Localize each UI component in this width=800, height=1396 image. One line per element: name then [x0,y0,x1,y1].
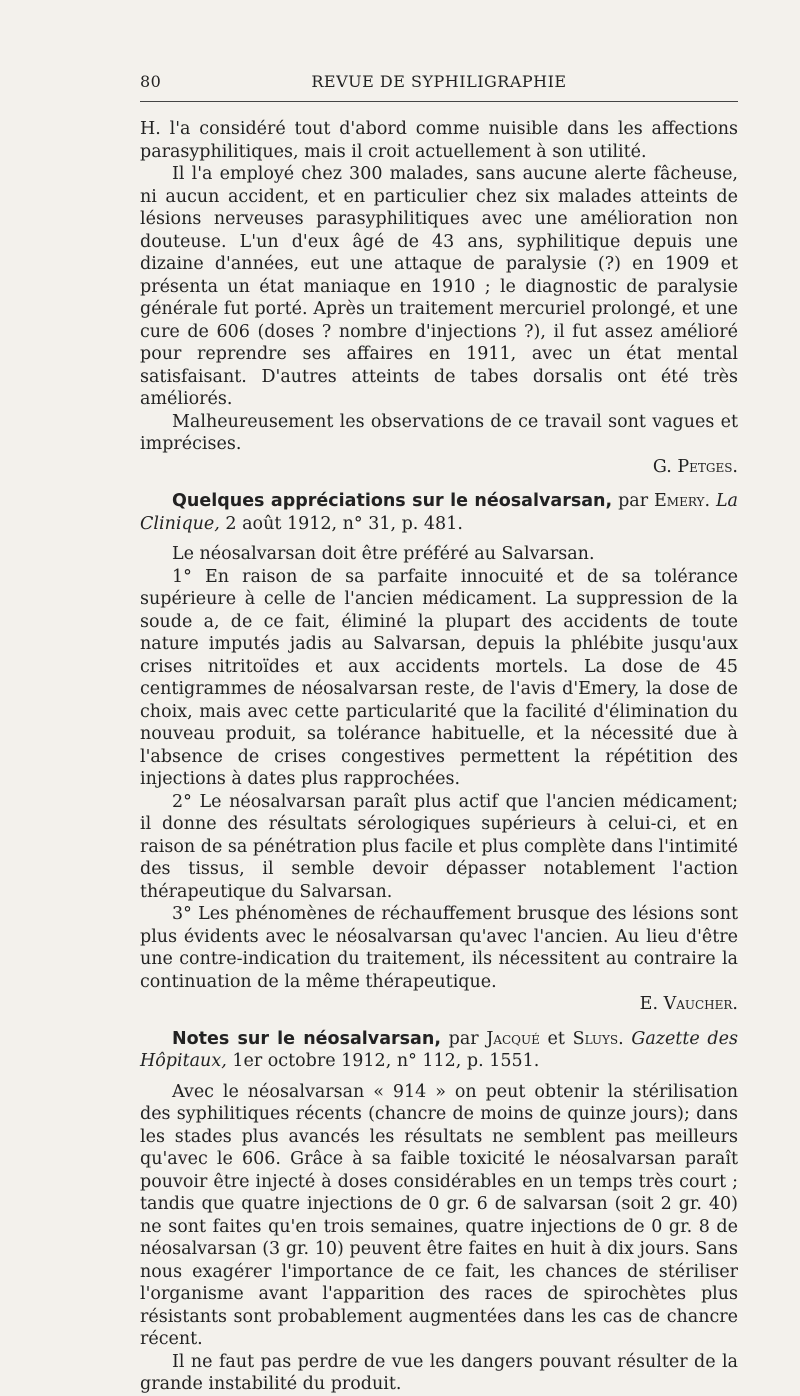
signature-vaucher: E. Vaucher. [639,994,738,1014]
article1-paragraph-3: 2° Le néosalvarsan paraît plus actif que l'ancien médicament; il donne des résultats sérologiques supérieurs à celui-ci, et en raison de sa pénétration plus facile et plus complète dans l'intimité des tissus, il semble devoir dépasser notablement l'action thérapeutique du Salvarsan. [140,791,738,902]
article-date: 1er octobre 1912, n° 112, p. 1551. [232,1051,540,1071]
article-date: 2 août 1912, n° 31, p. 481. [225,513,463,534]
header-rule [140,101,738,102]
article-title: Quelques appréciations sur le néosalvarsan, [172,491,613,511]
continuation-paragraph-3: Malheureusement les observations de ce travail sont vagues et imprécises. [140,411,738,454]
continuation-paragraph-2: Il l'a employé chez 300 malades, sans aucune alerte fâcheuse, ni aucun accident, et en particulier chez six malades atteints de lésions nerveuses parasyphilitiques avec une amélioration non douteuse. L'un d'eux âgé de 43 ans, syphilitique depuis une dizaine d'années, eut une attaque de paralysie (?) en 1909 et présenta un état maniaque en 1910 ; le diagnostic de paralysie générale fut porté. Après un traitement mercuriel prolongé, et une cure de 606 (doses ? nombre d'injections ?), il fut assez amélioré pour reprendre ses affaires en 1911, avec un état mental satisfaisant. D'autres atteints de tabes dorsalis ont été très améliorés. [140,164,738,409]
article-heading-emery: Quelques appréciations sur le néosalvarsan, par Emery. La Clinique, 2 août 1912, n° 31, p. 481. [140,491,738,534]
signature-petges: G. Petges. [652,456,738,477]
running-header [140,72,738,97]
article-author: Sluys. [572,1028,624,1049]
article1-paragraph-1: Le néosalvarsan doit être préféré au Salvarsan. [172,544,595,564]
article2-paragraph-2: Il ne faut pas perdre de vue les dangers pouvant résulter de la grande instabilité du produit. [140,1351,738,1394]
article-title: Notes sur le néosalvarsan, [172,1028,441,1049]
article-heading-jacque-sluys: Notes sur le néosalvarsan, par Jacqué et Sluys. Gazette des Hôpitaux, 1er octobre 1912, n° 112, p. 1551. [140,1028,738,1071]
article-journal: La Clinique, [140,491,738,534]
article2-paragraph-1: Avec le néosalvarsan « 914 » on peut obtenir la stérilisation des syphilitiques récents (chancre de moins de quinze jours); dans les stades plus avancés les résultats ne semblent pas meilleurs qu'avec le 606. Grâce à sa faible toxicité le néosalvarsan paraît pouvoir être injecté à doses considérables en un temps très court ; tandis que quatre injections de 0 gr. 6 de salvarsan (soit 2 gr. 40) ne sont faites qu'en trois semaines, quatre injections de 0 gr. 8 de néosalvarsan (3 gr. 10) peuvent être faites en huit à dix jours. Sans nous exagérer l'importance de ce fait, les chances de stériliser l'organisme avant l'apparition des races de spirochètes plus résistants sont probablement augmentées dans les cas de chancre récent. [140,1081,738,1349]
article-author: Jacqué [486,1028,540,1049]
article1-paragraph-2: 1° En raison de sa parfaite innocuité et de sa tolérance supérieure à celle de l'ancien médicament. La suppression de la soude a, de ce fait, éliminé la plupart des accidents de toute nature imputés jadis au Salvarsan, depuis la phlébite jusqu'aux crises nitritoïdes et aux accidents mortels. La dose de 45 centigrammes de néosalvarsan reste, de l'avis d'Emery, la dose de choix, mais avec cette particularité que la facilité d'élimination du nouveau produit, sa tolérance habituelle, et la nécessité due à l'absence de crises congestives permettent la répétition des injections à dates plus rapprochées. [140,566,738,789]
continuation-paragraph-1: H. l'a considéré tout d'abord comme nuisible dans les affections parasyphilitiques, mais il croit actuellement à son utilité. [140,119,738,162]
article1-paragraph-4: 3° Les phénomènes de réchauffement brusque des lésions sont plus évidents avec le néosalvarsan qu'avec l'ancien. Au lieu d'être une contre-indication du traitement, ils nécessitent au contraire la continuation de la même thérapeutique. [140,904,738,992]
article-journal: Gazette des Hôpitaux, [140,1028,738,1071]
journal-title: REVUE DE SYPHILIGRAPHIE [311,72,567,91]
article-author: Emery. [654,491,711,511]
page-number: 80 [140,72,162,91]
